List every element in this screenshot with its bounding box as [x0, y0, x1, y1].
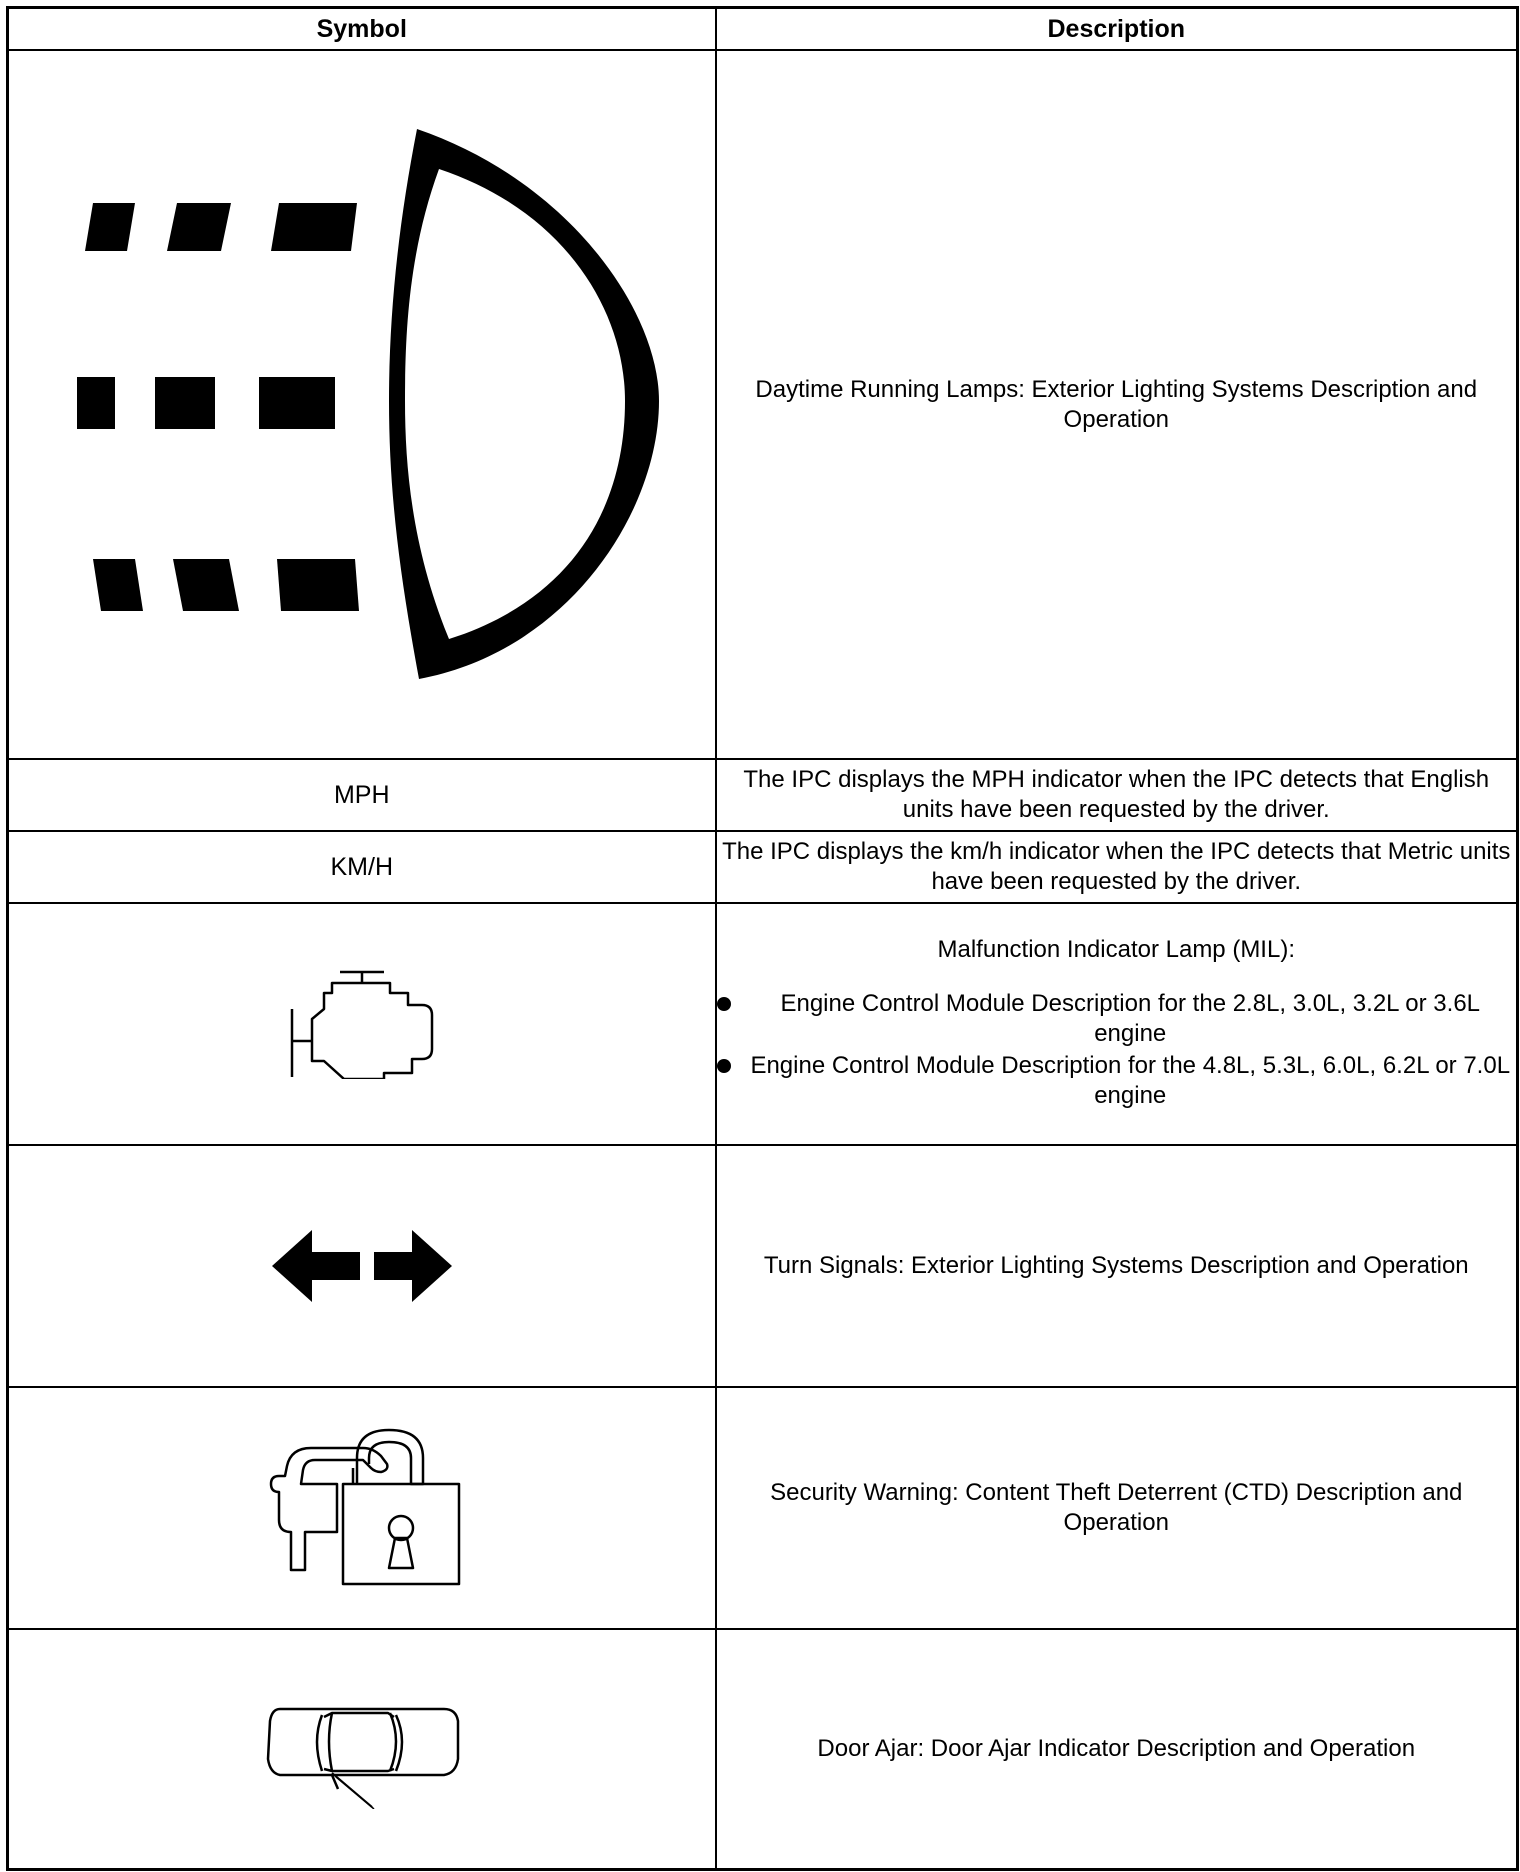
list-item-text: Engine Control Module Description for the 2.8L, 3.0L, 3.2L or 3.6L engine	[780, 990, 1481, 1047]
symbol-text: MPH	[8, 759, 716, 831]
table-row	[8, 759, 1518, 831]
symbol-cell	[8, 1145, 716, 1387]
symbol-cell	[8, 903, 716, 1145]
table-row	[8, 831, 1518, 903]
description-cell: Turn Signals: Exterior Lighting Systems Description and Operation	[716, 1145, 1518, 1387]
description-cell	[716, 903, 1518, 1145]
list-item	[717, 1051, 1517, 1111]
symbol-cell	[8, 1387, 716, 1629]
table-row	[8, 1387, 1518, 1629]
table-row	[8, 1145, 1518, 1387]
daytime-running-lamps-icon	[9, 51, 717, 758]
bullet-icon	[717, 997, 731, 1011]
mil-bullet-list	[717, 989, 1517, 1111]
list-item	[717, 989, 1517, 1049]
description-cell: The IPC displays the MPH indicator when the IPC detects that English units have been requested by the driver.	[716, 759, 1518, 831]
header-symbol: Symbol	[8, 8, 716, 51]
symbol-text: KM/H	[8, 831, 716, 903]
symbol-cell	[8, 1629, 716, 1869]
header-description: Description	[716, 8, 1518, 51]
description-cell: Daytime Running Lamps: Exterior Lighting Systems Description and Operation	[716, 50, 1518, 759]
table-row	[8, 50, 1518, 759]
door-ajar-car-icon	[262, 1689, 462, 1809]
header-row	[8, 8, 1518, 51]
engine-icon	[282, 969, 442, 1079]
list-item-text: Engine Control Module Description for the 4.8L, 5.3L, 6.0L, 6.2L or 7.0L engine	[750, 1052, 1511, 1109]
description-cell: Door Ajar: Door Ajar Indicator Description and Operation	[716, 1629, 1518, 1869]
symbol-description-table	[6, 6, 1519, 1871]
mil-title: Malfunction Indicator Lamp (MIL):	[937, 936, 1295, 963]
table-row	[8, 1629, 1518, 1869]
description-cell: The IPC displays the km/h indicator when the IPC detects that Metric units have been requested by the driver.	[716, 831, 1518, 903]
table-row	[8, 903, 1518, 1145]
turn-signal-arrows-icon	[272, 1226, 452, 1306]
symbol-cell	[8, 50, 716, 759]
description-cell: Security Warning: Content Theft Deterrent (CTD) Description and Operation	[716, 1387, 1518, 1629]
security-lock-car-icon	[257, 1428, 467, 1588]
bullet-icon	[717, 1059, 731, 1073]
